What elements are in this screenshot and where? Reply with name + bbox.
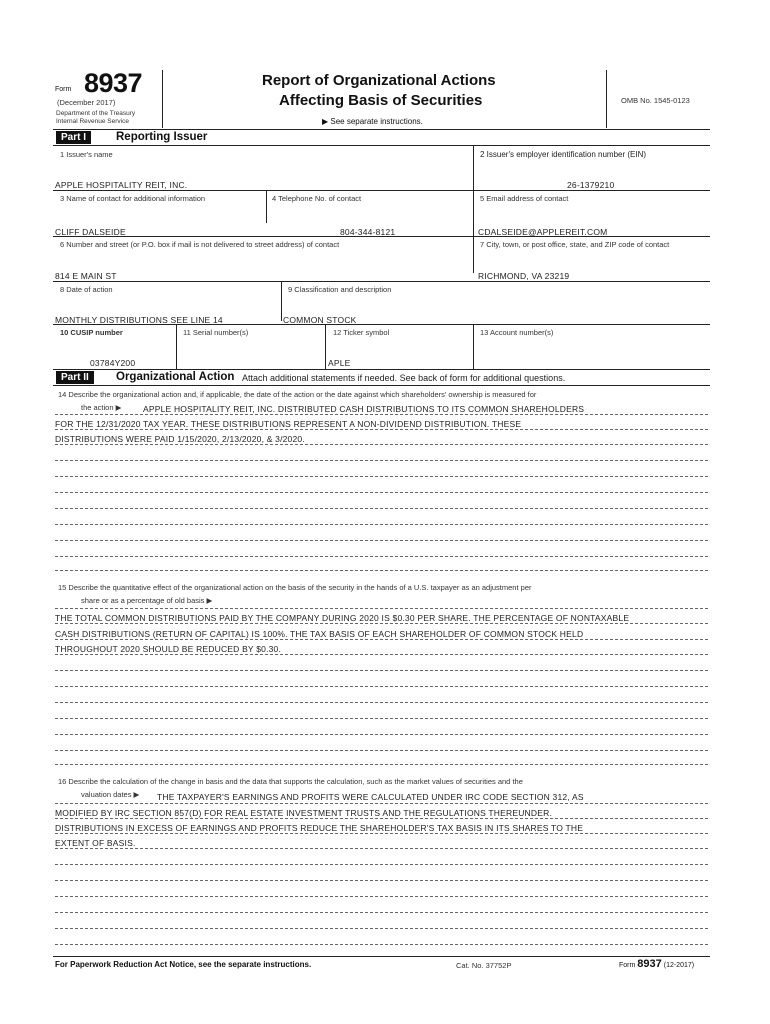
footer-form-label: [619, 958, 694, 970]
line12-label: 12 Ticker symbol: [333, 328, 390, 337]
omb-number: OMB No. 1545-0123: [621, 96, 690, 105]
line15-text-line3[interactable]: THROUGHOUT 2020 SHOULD BE REDUCED BY $0.30.: [55, 644, 282, 654]
dept-line1: Department of the Treasury: [56, 110, 136, 117]
form-title-line2: Affecting Basis of Securities: [279, 92, 483, 109]
line15-text-line2[interactable]: CASH DISTRIBUTIONS (RETURN OF CAPITAL) IS 100%. THE TAX BASIS OF EACH SHAREHOLDER OF COMMON STOCK HELD: [55, 629, 584, 639]
date-of-action-field[interactable]: MONTHLY DISTRIBUTIONS SEE LINE 14: [55, 315, 223, 325]
form-word: Form: [55, 86, 72, 93]
line9-label: 9 Classification and description: [288, 285, 392, 294]
contact-name-field[interactable]: CLIFF DALSEIDE: [55, 227, 126, 237]
line11-label: 11 Serial number(s): [183, 328, 249, 337]
line1-label: 1 Issuer's name: [60, 150, 113, 159]
serial-number-field[interactable]: [183, 358, 318, 368]
line14-text-line2[interactable]: FOR THE 12/31/2020 TAX YEAR. THESE DISTRIBUTIONS REPRESENT A NON-DIVIDEND DISTRIBUTION. THESE: [55, 419, 522, 429]
line15-text-line1[interactable]: THE TOTAL COMMON DISTRIBUTIONS PAID BY THE COMPANY DURING 2020 IS $0.30 PER SHARE. THE PERCENTAGE OF NONTAXABLE: [55, 613, 630, 623]
line6-label: 6 Number and street (or P.O. box if mail is not delivered to street address) of contact: [60, 240, 340, 249]
footer-form-word: Form: [619, 962, 636, 969]
city-state-zip-field[interactable]: RICHMOND, VA 23219: [478, 271, 570, 281]
form-revision: (December 2017): [57, 98, 116, 107]
line16-text-line3[interactable]: DISTRIBUTIONS IN EXCESS OF EARNINGS AND PROFITS REDUCE THE SHAREHOLDER'S TAX BASIS IN ITS SHARES TO THE: [55, 823, 584, 833]
line15-label-a: 15 Describe the quantitative effect of the organizational action on the basis of the security in the hands of a U.S. taxpayer as an adjustment per: [58, 583, 532, 592]
line10-label: 10 CUSIP number: [60, 328, 123, 337]
part2-title: Organizational Action: [116, 371, 235, 383]
contact-phone-field[interactable]: 804-344-8121: [340, 227, 396, 237]
classification-field[interactable]: COMMON STOCK: [283, 315, 357, 325]
form-title-line1: Report of Organizational Actions: [262, 72, 496, 89]
part2-title-note: Attach additional statements if needed. See back of form for additional questions.: [242, 373, 566, 383]
ein-field[interactable]: 26-1379210: [567, 180, 615, 190]
street-address-field[interactable]: 814 E MAIN ST: [55, 271, 117, 281]
line8-label: 8 Date of action: [60, 285, 113, 294]
line15-label-b: share or as a percentage of old basis ▶: [81, 596, 213, 605]
line7-label: 7 City, town, or post office, state, and ZIP code of contact: [480, 240, 670, 249]
line13-label: 13 Account number(s): [480, 328, 554, 337]
footer-form-rev: (12-2017): [663, 962, 695, 969]
line4-label: 4 Telephone No. of contact: [272, 194, 362, 203]
line14-text-line3[interactable]: DISTRIBUTIONS WERE PAID 1/15/2020, 2/13/2020, & 3/2020.: [55, 434, 305, 444]
line16-text-line1[interactable]: THE TAXPAYER'S EARNINGS AND PROFITS WERE CALCULATED UNDER IRC CODE SECTION 312, AS: [157, 792, 584, 802]
line14-label-a: 14 Describe the organizational action and, if applicable, the date of the action or the date against which shareholders' ownership is measured for: [58, 390, 537, 399]
ticker-symbol-field[interactable]: APLE: [328, 358, 351, 368]
part2-badge: Part II: [56, 371, 94, 384]
dept-line2: Internal Revenue Service: [56, 118, 129, 125]
line16-text-line4[interactable]: EXTENT OF BASIS.: [55, 838, 136, 848]
account-number-field[interactable]: [480, 358, 705, 368]
catalog-number: Cat. No. 37752P: [456, 961, 512, 970]
line14-label-b: the action ▶: [81, 403, 122, 412]
line5-label: 5 Email address of contact: [480, 194, 569, 203]
line16-label-a: 16 Describe the calculation of the change in basis and the data that supports the calculation, such as the market values of securities and the: [58, 777, 523, 786]
line16-label-b: valuation dates ▶: [81, 790, 140, 799]
form-number: 8937: [84, 68, 143, 98]
line2-label: 2 Issuer's employer identification number (EIN): [480, 150, 647, 159]
line16-text-line2[interactable]: MODIFIED BY IRC SECTION 857(D) FOR REAL ESTATE INVESTMENT TRUSTS AND THE REGULATIONS THEREUNDER.: [55, 808, 553, 818]
issuer-name-field[interactable]: APPLE HOSPITALITY REIT, INC.: [55, 180, 188, 190]
cusip-field[interactable]: 03784Y200: [90, 358, 136, 368]
contact-email-field[interactable]: CDALSEIDE@APPLEREIT.COM: [478, 227, 608, 237]
paperwork-notice: For Paperwork Reduction Act Notice, see the separate instructions.: [55, 960, 312, 969]
part1-badge: Part I: [56, 131, 91, 144]
line14-text-line1[interactable]: APPLE HOSPITALITY REIT, INC. DISTRIBUTED CASH DISTRIBUTIONS TO ITS COMMON SHAREHOLDERS: [143, 404, 585, 414]
part1-title: Reporting Issuer: [116, 131, 208, 143]
instructions-note: ▶ See separate instructions.: [322, 117, 423, 126]
line3-label: 3 Name of contact for additional information: [60, 194, 206, 203]
footer-form-number: 8937: [637, 958, 662, 970]
